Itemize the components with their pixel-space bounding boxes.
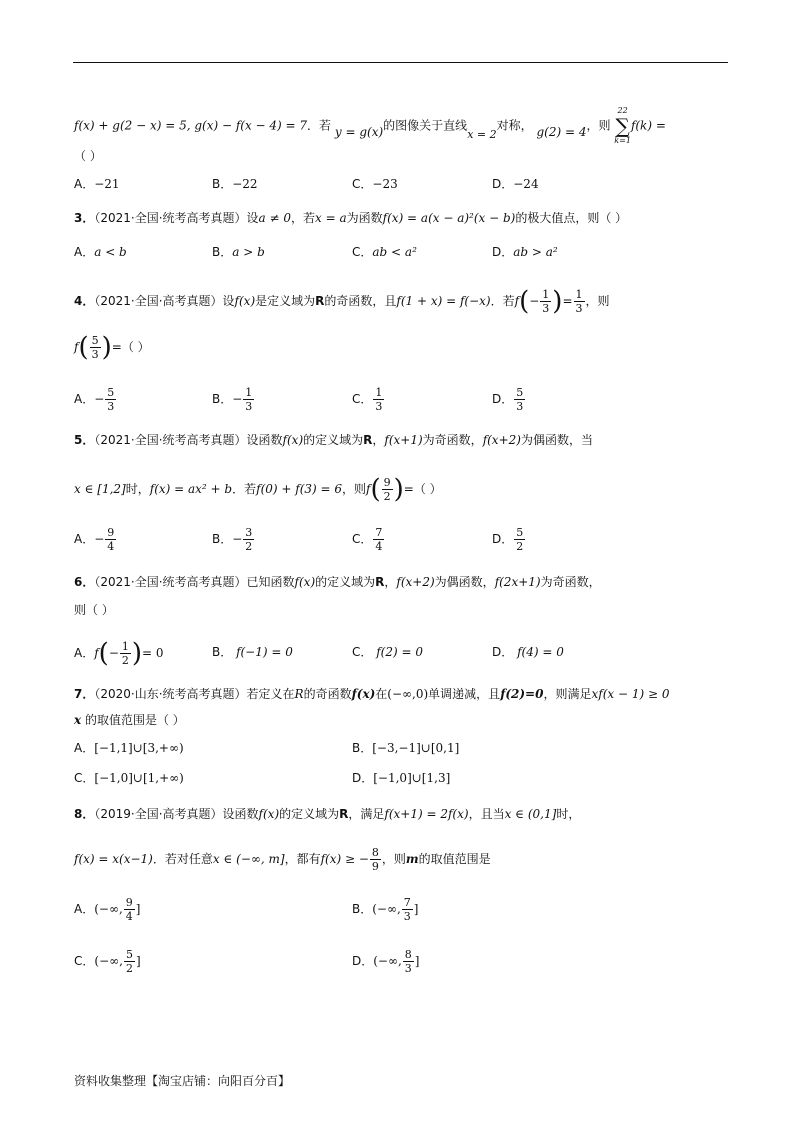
q6-option-a[interactable]: A．f(− $\frac{1}{2}$ )= 0 — [74, 638, 164, 669]
q8-line2: f(x) = x(x−1)．若对任意x ∈ (−∞, m]，都有f(x) ≥ − $\frac{8}{9}$ ，则m的取值范围是 — [74, 846, 491, 873]
q2-line1: f(x) + g(2 − x) = 5, g(x) − f(x − 4) = 7．若 y = g(x)的图像关于直线x = 2对称， g(2) = 4，则 22 ∑ k=1 f(k) = — [74, 106, 666, 145]
q5-line2: x ∈ [1,2]时，f(x) = ax² + b．若f(0) + f(3) = 6，则f( $\frac{9}{2}$ )=（ ） — [74, 474, 442, 505]
footer-credit: 资料收集整理【淘宝店铺：向阳百分百】 — [74, 1074, 291, 1088]
q8-option-b[interactable]: B．(−∞, $\frac{7}{3}$ ] — [352, 896, 419, 923]
q4-option-a[interactable]: A．− $\frac{5}{3}$ — [74, 386, 115, 413]
q8-option-d[interactable]: D．(−∞, $\frac{8}{3}$ ] — [352, 948, 420, 975]
q4-stem: 4．（2021·全国·高考真题）设f(x)是定义域为R的奇函数，且f(1 + x) = f(−x)．若f(− $\frac{1}{3}$ )= $\frac{1}{3}$ ，则 — [74, 286, 610, 317]
q4-line2: f( $\frac{5}{3}$ )=（ ） — [74, 332, 150, 363]
q5-option-b[interactable]: B．− $\frac{3}{2}$ — [212, 526, 253, 553]
q6-line2: 则（ ） — [74, 603, 114, 617]
q6-option-c[interactable]: C． f(2) = 0 — [352, 645, 423, 659]
header-rule — [73, 62, 728, 63]
q8-option-a[interactable]: A．(−∞, $\frac{9}{4}$ ] — [74, 896, 141, 923]
q6-stem: 6．（2021·全国·统考高考真题）已知函数f(x)的定义域为R，f(x+2)为偶函数，f(2x+1)为奇函数， — [74, 575, 601, 589]
q2-option-b[interactable]: B．−22 — [212, 177, 258, 191]
q3-option-b[interactable]: B．a > b — [212, 245, 265, 259]
q4-option-b[interactable]: B．− $\frac{1}{3}$ — [212, 386, 253, 413]
q3-option-d[interactable]: D．ab > a² — [492, 245, 558, 259]
q2-option-d[interactable]: D．−24 — [492, 177, 539, 191]
q4-option-d[interactable]: D． $\frac{5}{3}$ — [492, 386, 524, 413]
q4-option-c[interactable]: C． $\frac{1}{3}$ — [352, 386, 383, 413]
q2-option-c[interactable]: C．−23 — [352, 177, 398, 191]
q7-option-b[interactable]: B．[−3,−1]∪[0,1] — [352, 741, 460, 755]
q5-stem: 5．（2021·全国·统考高考真题）设函数f(x)的定义域为R，f(x+1)为奇函数，f(x+2)为偶函数，当 — [74, 433, 593, 447]
q3-option-a[interactable]: A．a < b — [74, 245, 127, 259]
q7-option-d[interactable]: D．[−1,0]∪[1,3] — [352, 771, 451, 785]
q6-option-b[interactable]: B． f(−1) = 0 — [212, 645, 293, 659]
q5-option-c[interactable]: C． $\frac{7}{4}$ — [352, 526, 383, 553]
q2-expr: f(x) + g(2 − x) = 5, g(x) − f(x − 4) = 7 — [74, 118, 308, 133]
q3-option-c[interactable]: C．ab < a² — [352, 245, 417, 259]
q5-option-a[interactable]: A．− $\frac{9}{4}$ — [74, 526, 115, 553]
q6-option-d[interactable]: D． f(4) = 0 — [492, 645, 564, 659]
q2-paren: （ ） — [74, 149, 102, 163]
q7-option-c[interactable]: C．[−1,0]∪[1,+∞) — [74, 771, 184, 785]
sigma-sum: 22 ∑ k=1 — [614, 106, 631, 145]
q8-option-c[interactable]: C．(−∞, $\frac{5}{2}$ ] — [74, 948, 141, 975]
q5-option-d[interactable]: D． $\frac{5}{2}$ — [492, 526, 524, 553]
q3-stem: 3．（2021·全国·统考高考真题）设a ≠ 0，若x = a为函数f(x) = a(x − a)²(x − b)的极大值点，则（ ） — [74, 211, 628, 225]
q7-option-a[interactable]: A．[−1,1]∪[3,+∞) — [74, 741, 184, 755]
q7-stem: 7．（2020·山东·统考高考真题）若定义在R的奇函数f(x)在(−∞,0)单调递减，且f(2)=0，则满足xf(x − 1) ≥ 0 — [74, 687, 670, 701]
q7-line2: x 的取值范围是（ ） — [74, 713, 185, 727]
q2-option-a[interactable]: A．−21 — [74, 177, 120, 191]
q8-stem: 8．（2019·全国·高考真题）设函数f(x)的定义域为R，满足f(x+1) = 2f(x)，且当x ∈ (0,1]时， — [74, 807, 581, 821]
